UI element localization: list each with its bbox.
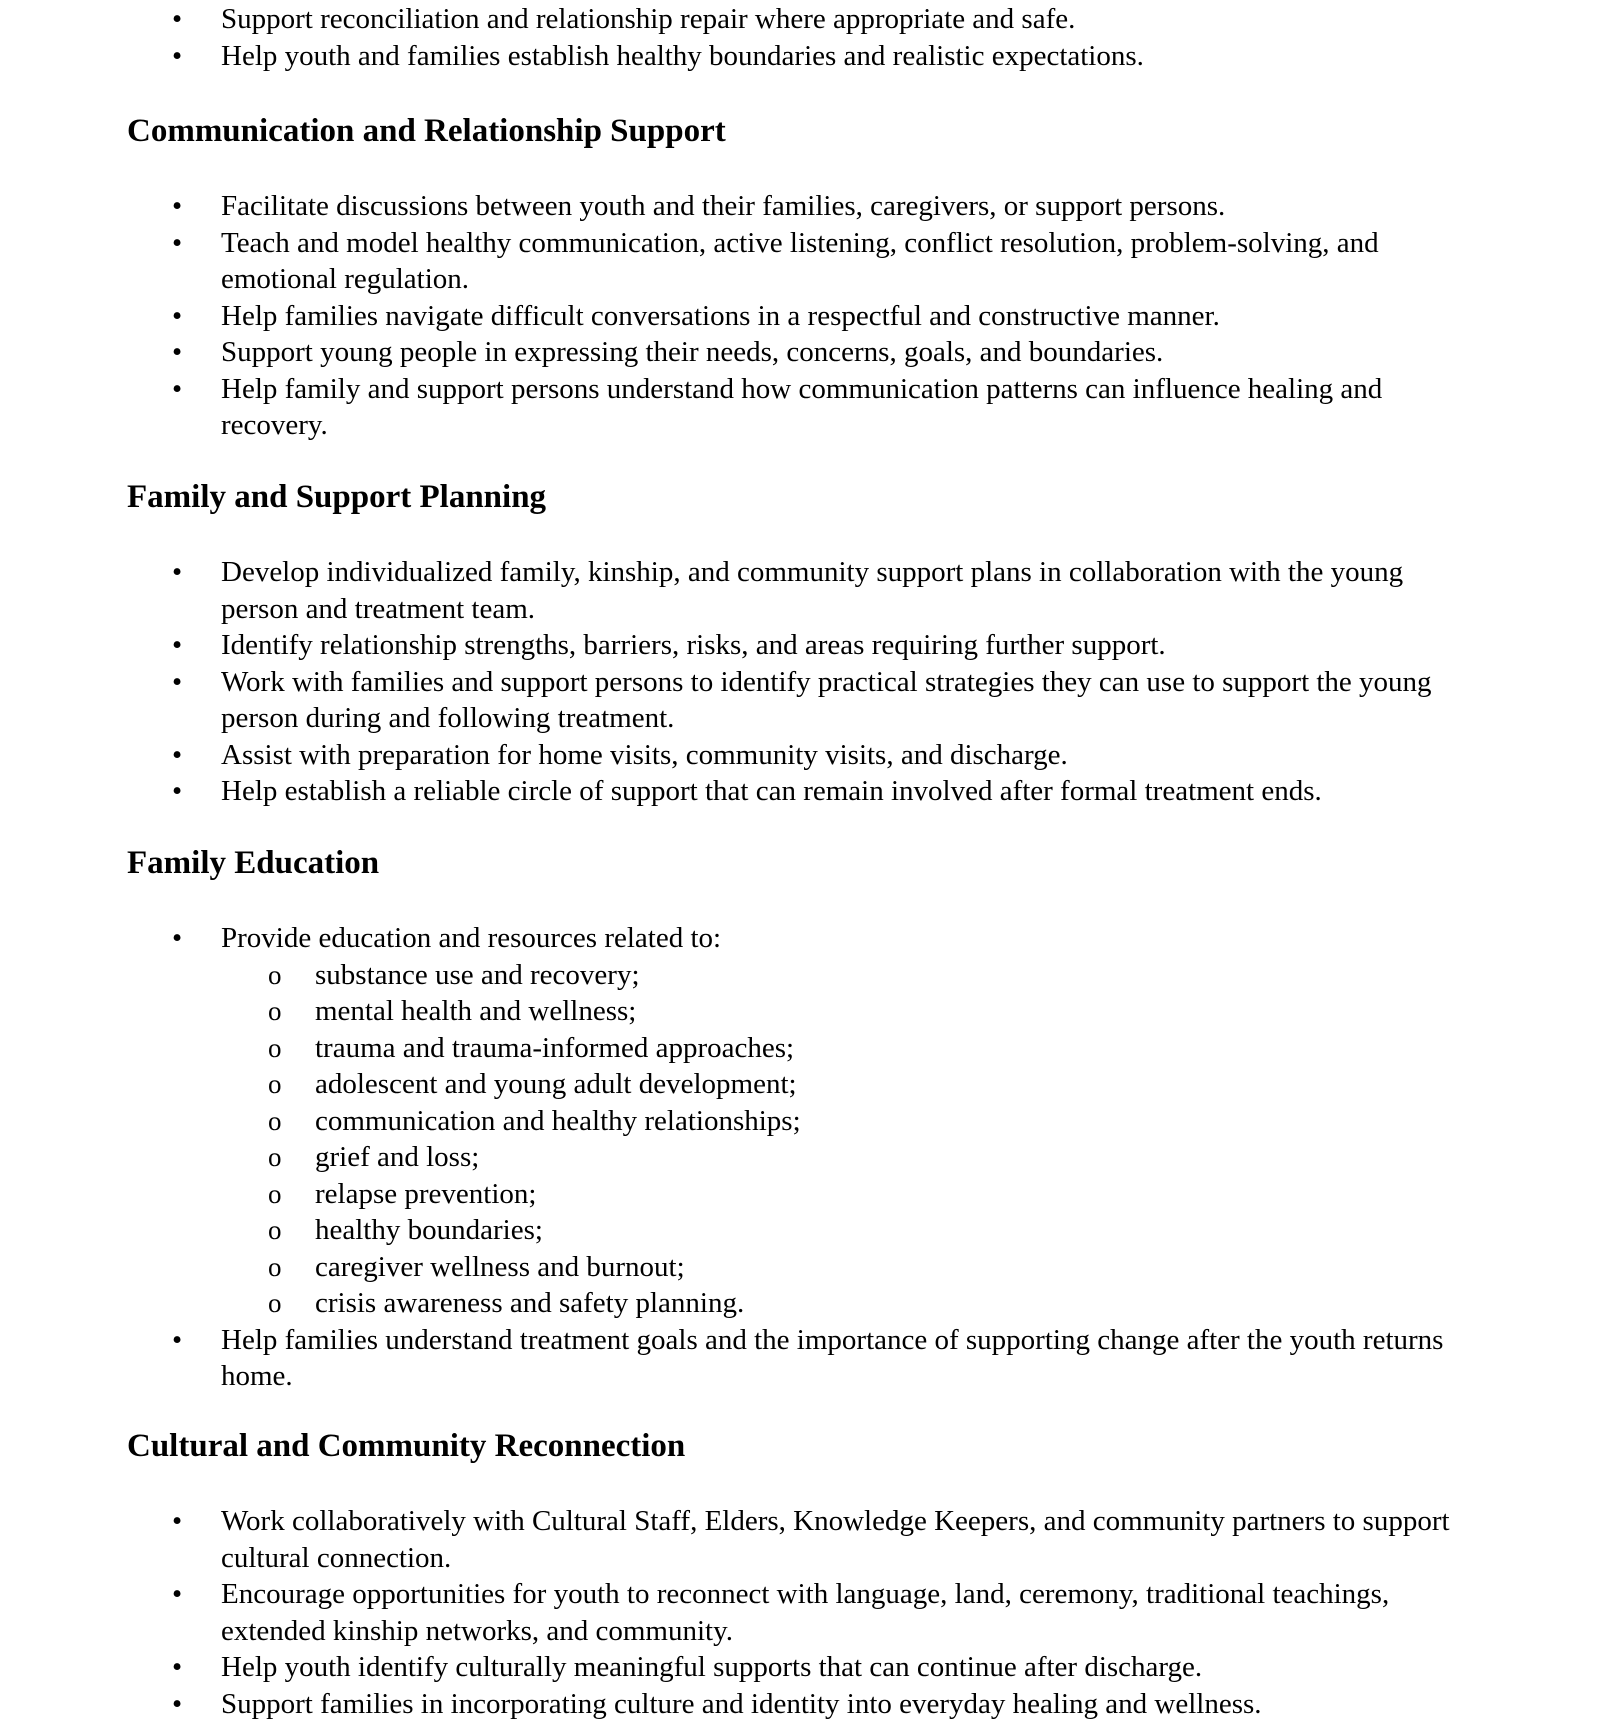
list-item: • Identify relationship strengths, barriers, risks, and areas requiring further support. <box>0 627 1461 664</box>
sub-list-item: o trauma and trauma-informed approaches; <box>221 1030 1461 1067</box>
planning-bullet-list <box>0 554 1600 810</box>
sub-list-item: o crisis awareness and safety planning. <box>221 1285 1461 1322</box>
list-item: • Help establish a reliable circle of support that can remain involved after formal treatment ends. <box>0 773 1461 810</box>
sub-list-item: o mental health and wellness; <box>221 993 1461 1030</box>
list-item: • Work collaboratively with Cultural Staff, Elders, Knowledge Keepers, and community partners to support cultural connection. <box>0 1503 1461 1576</box>
list-item: • Help families navigate difficult conversations in a respectful and constructive manner. <box>0 298 1461 335</box>
section-heading-cultural: Cultural and Community Reconnection <box>127 1428 686 1464</box>
communication-bullet-list <box>0 188 1600 444</box>
list-item: • Support families in incorporating culture and identity into everyday healing and wellness. <box>0 1686 1461 1723</box>
sub-list-item: o adolescent and young adult development; <box>221 1066 1461 1103</box>
list-item: • Support reconciliation and relationship repair where appropriate and safe. <box>0 1 1461 38</box>
list-item: • Encourage opportunities for youth to reconnect with language, land, ceremony, traditional teachings, extended kinship networks, and community. <box>0 1576 1461 1649</box>
section-heading-planning: Family and Support Planning <box>127 479 547 515</box>
sub-list-item: o grief and loss; <box>221 1139 1461 1176</box>
intro-bullet-list <box>0 1 1600 74</box>
list-item: • Help families understand treatment goals and the importance of supporting change after the youth returns home. <box>0 1322 1461 1395</box>
sub-list-item: o substance use and recovery; <box>221 957 1461 994</box>
list-item: • Support young people in expressing their needs, concerns, goals, and boundaries. <box>0 334 1461 371</box>
education-bullet-list <box>0 920 1600 1395</box>
sub-list-item: o caregiver wellness and burnout; <box>221 1249 1461 1286</box>
list-item: • Develop individualized family, kinship, and community support plans in collaboration with the young person and treatment team. <box>0 554 1461 627</box>
list-item: • Help youth and families establish healthy boundaries and realistic expectations. <box>0 38 1461 75</box>
list-item-text: Provide education and resources related to: <box>221 922 722 954</box>
sub-list-item: o relapse prevention; <box>221 1176 1461 1213</box>
sub-list-item: o healthy boundaries; <box>221 1212 1461 1249</box>
list-item: • Work with families and support persons to identify practical strategies they can use to support the young person during and following treatment. <box>0 664 1461 737</box>
list-item: • Teach and model healthy communication, active listening, conflict resolution, problem-solving, and emotional regulation. <box>0 225 1461 298</box>
list-item: • Help youth identify culturally meaningful supports that can continue after discharge. <box>0 1649 1461 1686</box>
list-item: • Help family and support persons understand how communication patterns can influence healing and recovery. <box>0 371 1461 444</box>
list-item: • Facilitate discussions between youth and their families, caregivers, or support persons. <box>0 188 1461 225</box>
list-item: • Assist with preparation for home visits, community visits, and discharge. <box>0 737 1461 774</box>
sub-list-item: o communication and healthy relationships; <box>221 1103 1461 1140</box>
section-heading-communication: Communication and Relationship Support <box>127 113 726 149</box>
cultural-bullet-list <box>0 1503 1600 1722</box>
list-item <box>0 920 1461 1322</box>
education-sub-list <box>221 957 1461 1322</box>
section-heading-education: Family Education <box>127 845 380 881</box>
